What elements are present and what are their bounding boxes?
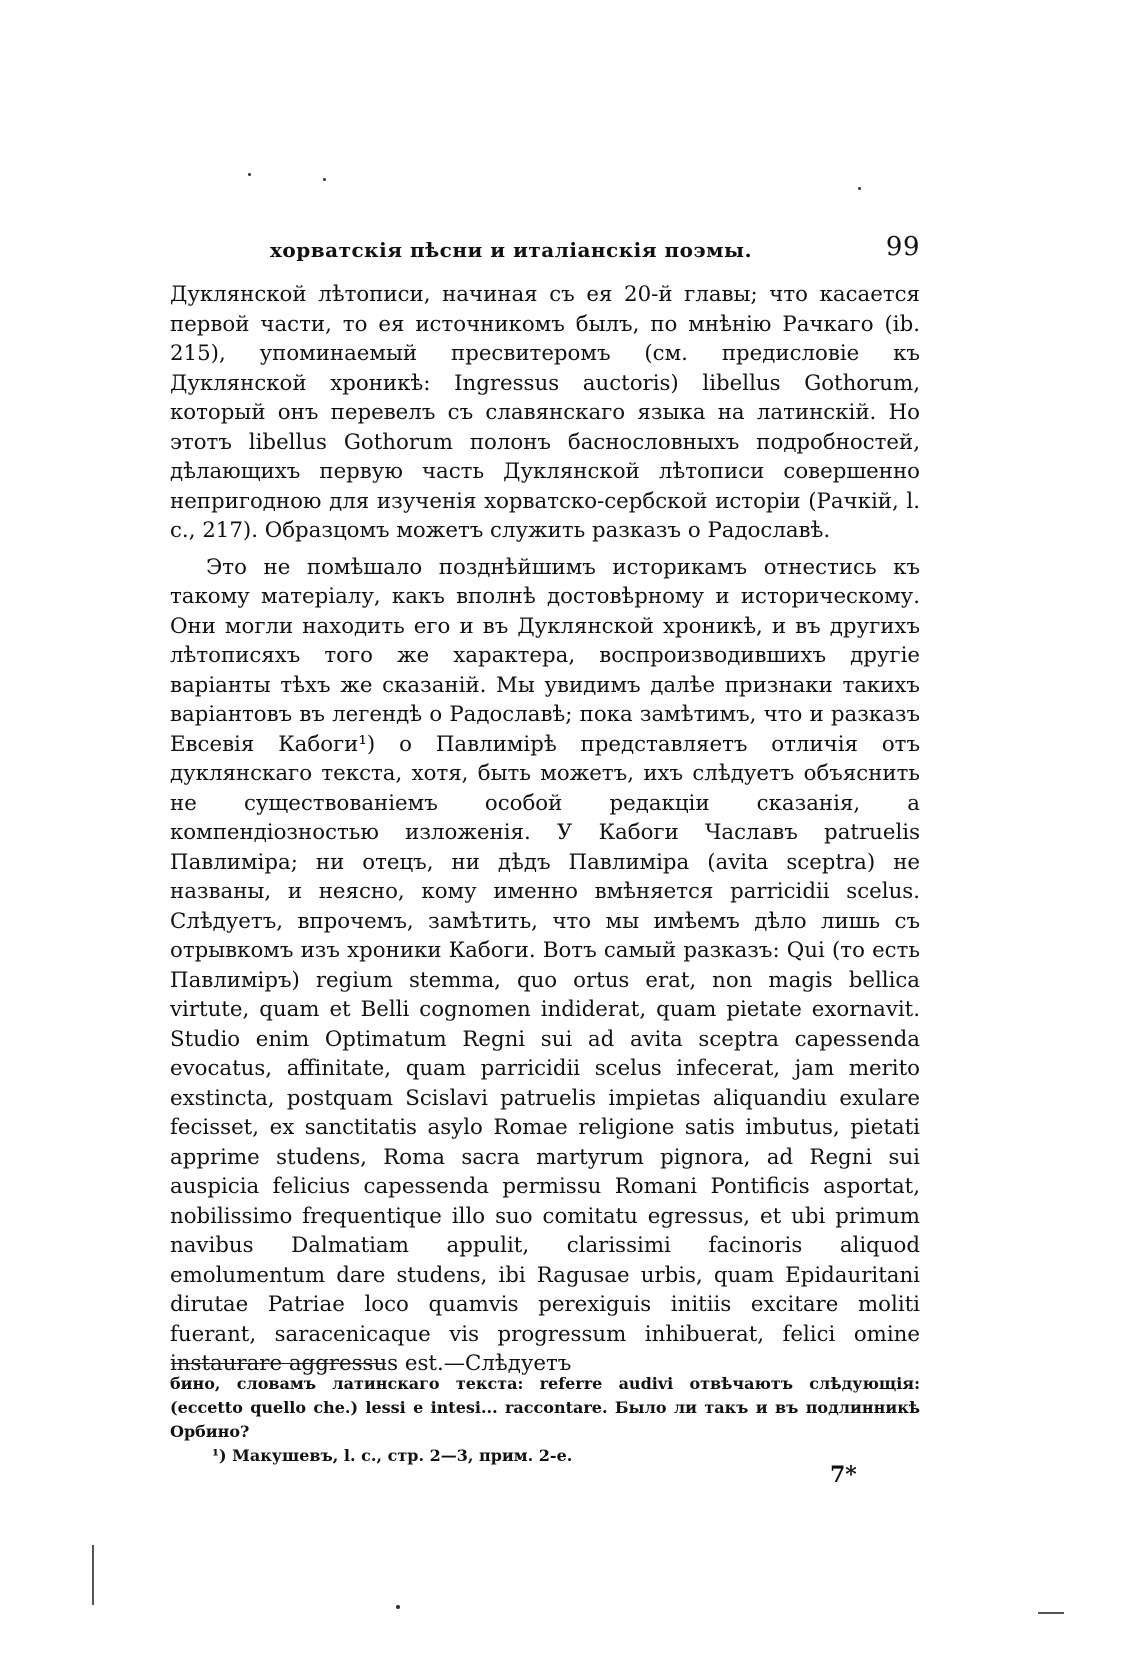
footnote-separator [171, 1363, 386, 1364]
paragraph-2: Это не помѣшало позднѣйшимъ историкамъ отнестись къ такому матеріалу, какъ вполнѣ достовѣрному и историческому. Они могли находить его и въ Дуклянской хроникѣ, и въ другихъ лѣтописяхъ того же характера, воспроизводившихъ другіе варіанты тѣхъ же сказаній. Мы увидимъ далѣе признаки такихъ варіантовъ въ легендѣ о Радославѣ; пока замѣтимъ, что и разказъ Евсевія Кабоги¹) о Павлимірѣ представляетъ отличія отъ дуклянскаго текста, хотя, быть можетъ, ихъ слѣдуетъ объяснить не существованіемъ особой редакціи сказанія, а компендіозностью изложенія. У Кабоги Чаславъ patruelis Павлиміра; ни отецъ, ни дѣдъ Павлиміра (avita sceptra) не названы, и неясно, кому именно вмѣняется parricidii scelus. Слѣдуетъ, впрочемъ, замѣтить, что мы имѣемъ дѣло лишь съ отрывкомъ изъ хроники Кабоги. Вотъ самый разказъ: Qui (то есть Павлиміръ) regium stemma, quo ortus erat, non magis bellica virtute, quam et Belli cognomen indiderat, quam pietate exornavit. Studio enim Optimatum Regni sui ad avita sceptra capessenda evocatus, affinitate, quam parricidii scelus infecerat, jam merito exstincta, postquam Scislavi patruelis impietas aliquandiu exulare fecisset, ex sanctitatis asylo Romae religione satis imbutus, pietati apprime studens, Roma sacra martyrum pignora, ad Regni sui auspicia felicius capessenda permissu Romani Pontificis asportat, nobilissimo frequentique illo suo comitatu egressus, et ubi primum navibus Dalmatiam appulit, clarissimi facinoris aliquod emolumentum dare studens, ibi Ragusae urbis, quam Epidauritani dirutae Patriae loco quamvis perexiguis initiis excitare moliti fuerant, saracenicaque vis progressum inhibuerat, felici omine instaurare aggressus est.—Слѣдуетъ [170, 554, 920, 1376]
main-text [170, 280, 920, 1379]
running-head [270, 232, 920, 264]
paragraph-1: Дуклянской лѣтописи, начиная съ ея 20-й главы; что касается первой части, то ея источникомъ былъ, по мнѣнію Рачкаго (ib. 215), упоминаемый пресвитеромъ (см. предисловіе къ Дуклянской хроникѣ: Ingressus auctoris) libellus Gothorum, который онъ перевелъ съ славянскаго языка на латинскій. Но этотъ libellus Gothorum полонъ баснословныхъ подробностей, дѣлающихъ первую часть Дуклянской лѣтописи совершенно непригодною для изученія хорватско-сербской исторіи (Рачкій, l. c., 217). Образцомъ можетъ служить разказъ о Радославѣ. [170, 282, 920, 543]
scan-speck [396, 1605, 400, 1609]
scan-speck [323, 178, 326, 181]
page-number: 99 [885, 232, 920, 262]
scan-edge-mark [92, 1545, 94, 1605]
running-head-title: хорватскія пѣсни и италіанскія поэмы. [270, 238, 753, 262]
scan-speck [248, 173, 251, 176]
scan-speck [858, 187, 861, 190]
footnotes [170, 1372, 920, 1468]
scan-edge-mark [1038, 1612, 1064, 1614]
signature-mark: 7* [830, 1462, 857, 1488]
footnote-1: ¹) Макушевъ, l. c., стр. 2—3, прим. 2-е. [212, 1446, 573, 1465]
footnote-continued: бино, словамъ латинскаго текста: referre audivi отвѣчаютъ слѣдующія: (eccetto quello che.) lessi e intesi... raccontare. Было ли такъ и въ подлинникѣ Орбино? [170, 1374, 920, 1441]
